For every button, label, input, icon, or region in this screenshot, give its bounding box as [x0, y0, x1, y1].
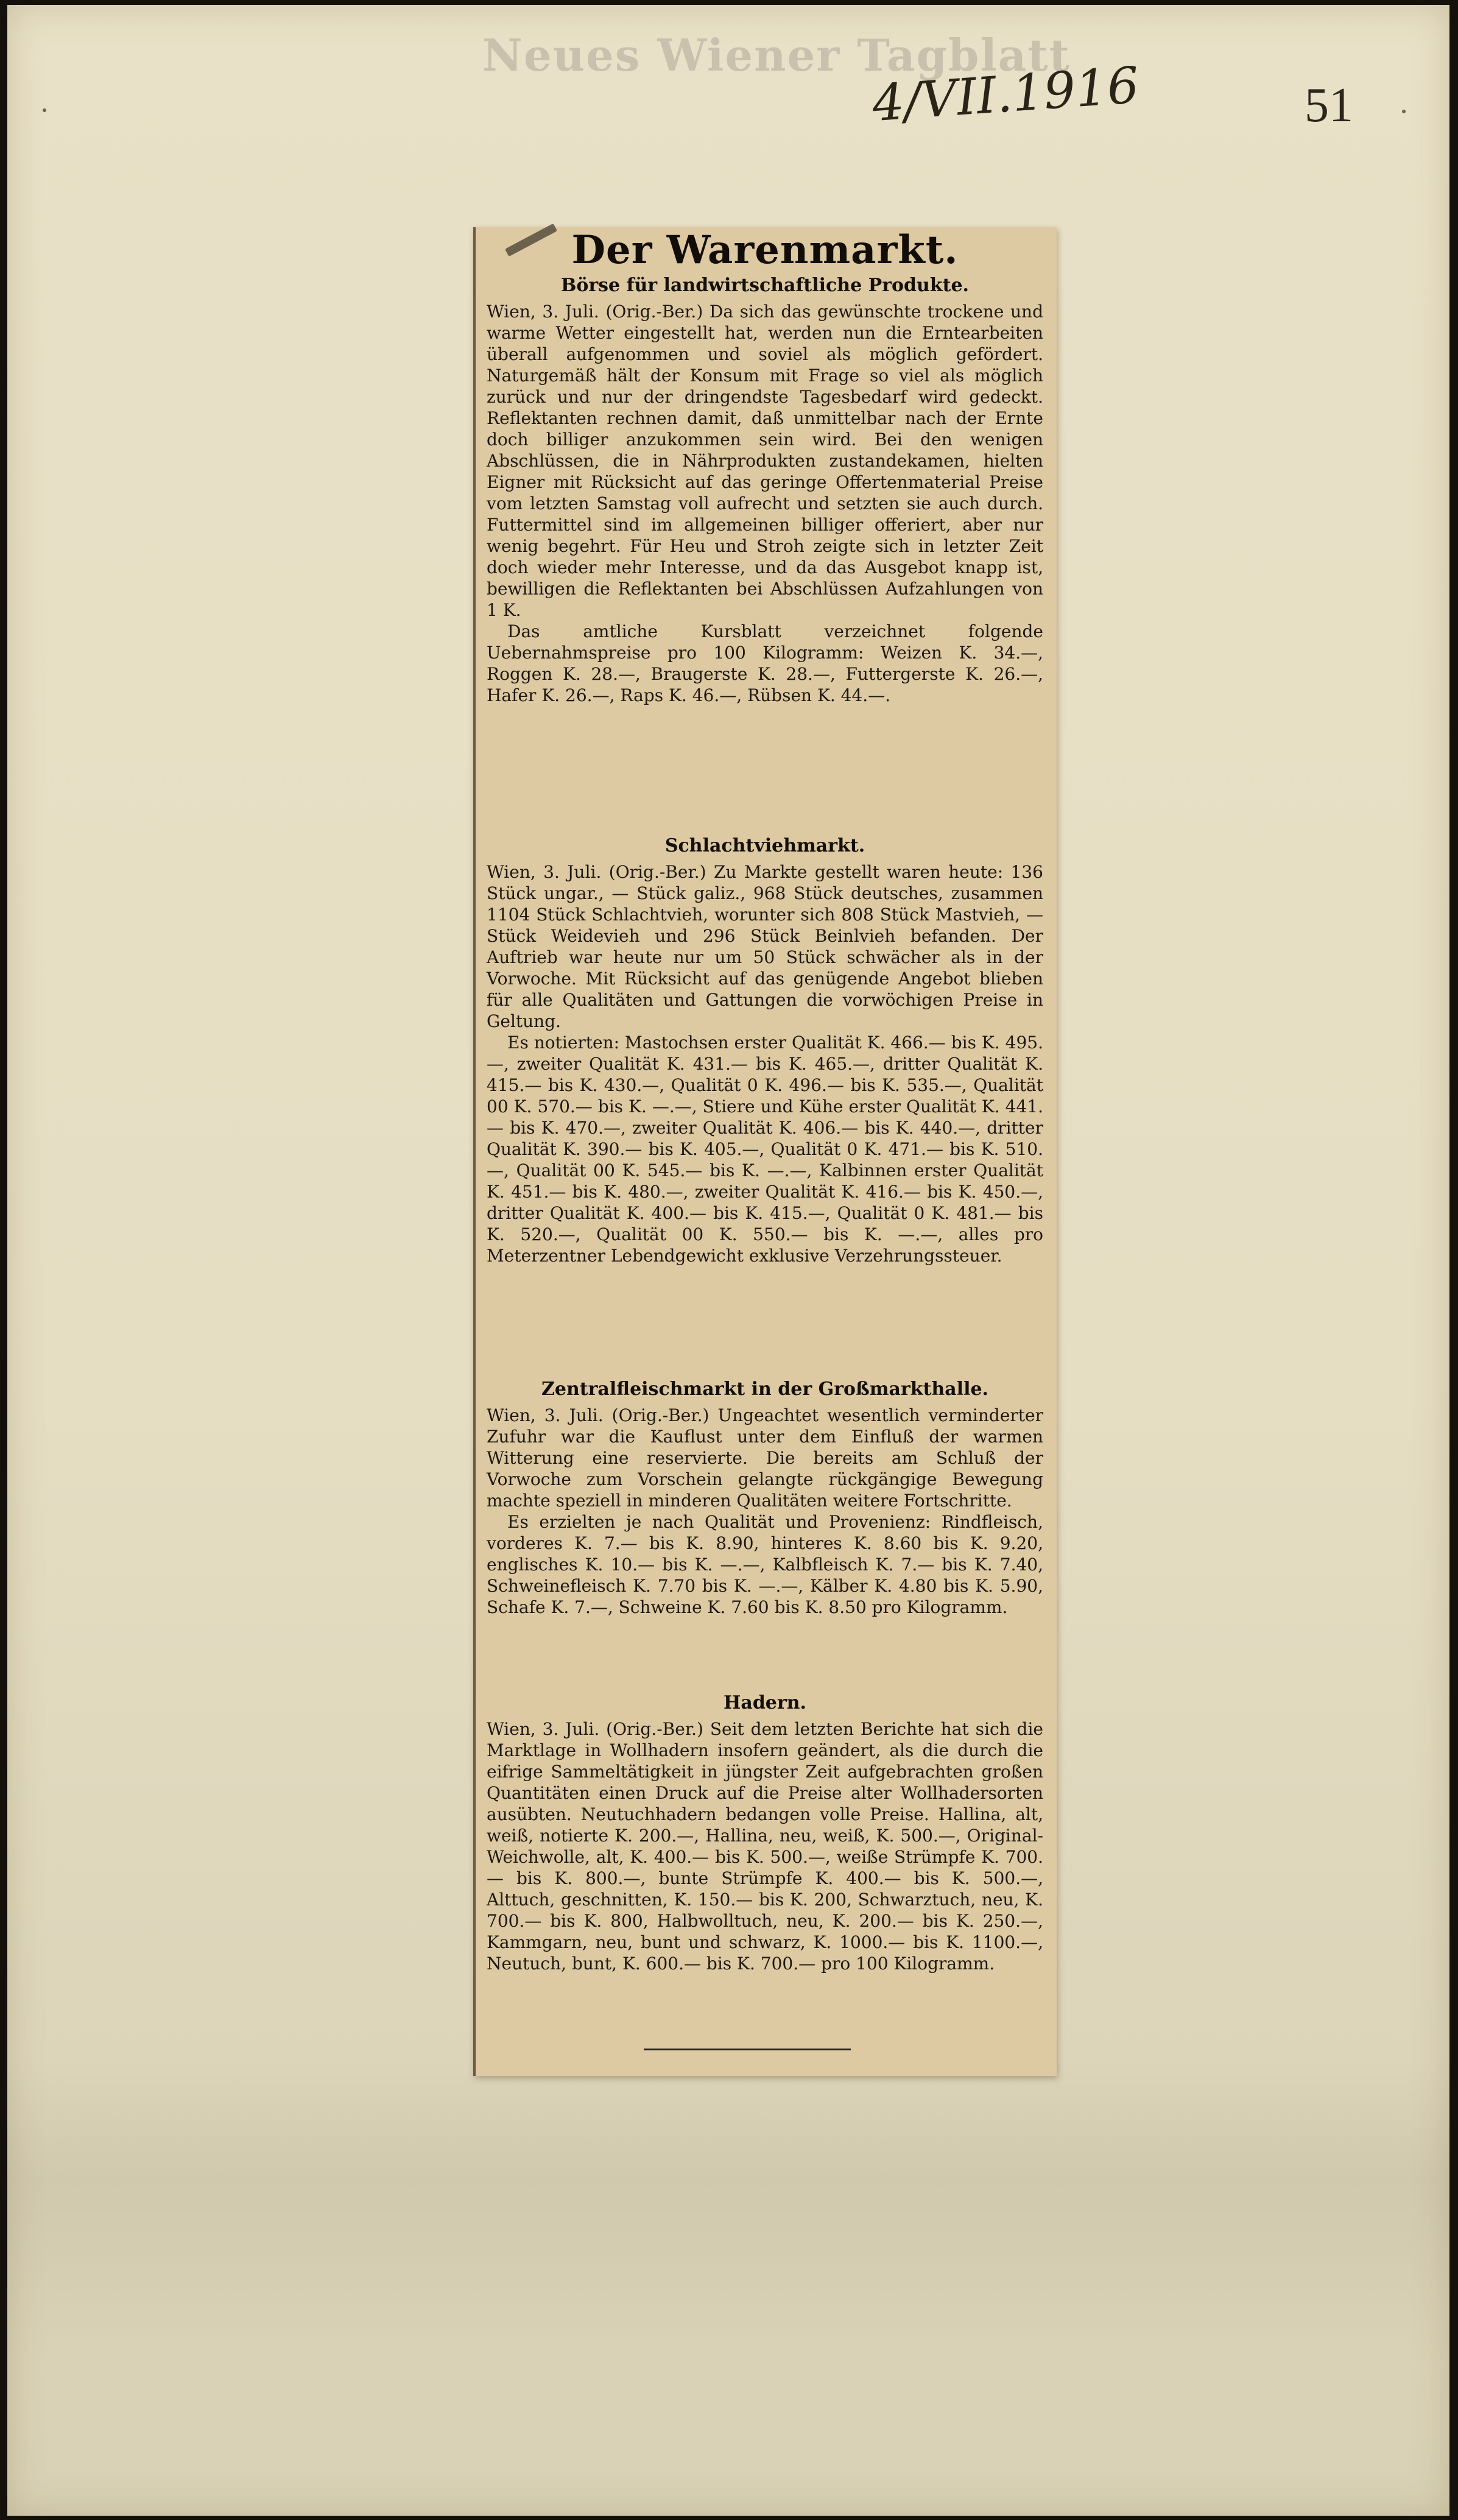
paper-fold-shadow: [7, 2058, 1449, 2362]
section-paragraph: Wien, 3. Juli. (Orig.-Ber.) Da sich das gewünschte trockene und warme Wetter eingestellt hat, werden nun die Erntearbeiten überall aufgenommen und soviel als möglich gefördert. Naturgemäß hält der Konsum mit Frage so viel als möglich zurück und nur der dringendste Tagesbedarf wird gedeckt. Reflektanten rechnen damit, daß unmittelbar nach der Ernte doch billiger anzukommen sein wird. Bei den wenigen Abschlüssen, die in Nährprodukten zustandekamen, hielten Eigner mit Rücksicht auf das geringe Offertenmaterial Preise vom letzten Samstag voll aufrecht und setzten sie auch durch. Futtermittel sind im allgemeinen billiger offeriert, aber nur wenig begehrt. Für Heu und Stroh zeigte sich in letzter Zeit doch wieder mehr Interesse, und da das Ausgebot knapp ist, bewilligen die Reflektanten bei Abschlüssen Aufzahlungen von 1 K.: [487, 302, 1043, 620]
section-title: Zentralfleischmarkt in der Großmarkthalle.: [541, 1378, 989, 1400]
section-boerse: [487, 275, 1043, 706]
paper-speck: [43, 108, 46, 112]
section-paragraph: Wien, 3. Juli. (Orig.-Ber.) Zu Markte gestellt waren heute: 136 Stück ungar., — Stück galiz., 968 Stück deutsches, zusammen 1104 Stück Schlachtvieh, worunter sich 808 Stück Mastvieh, — Stück Weidevieh und 296 Stück Beinlvieh befanden. Der Auftrieb war heute nur um 50 Stück schwächer als in der Vorwoche. Mit Rücksicht auf das genügende Angebot blieben für alle Qualitäten und Gattungen die vorwöchigen Preise in Geltung.: [487, 862, 1043, 1031]
section-paragraph: Wien, 3. Juli. (Orig.-Ber.) Seit dem letzten Berichte hat sich die Marktlage in Wollhadern insofern geändert, als die durch die eifrige Sammeltätigkeit in jüngster Zeit aufgebrachten großen Quantitäten einen Druck auf die Preise alter Wollhadersorten ausübten. Neutuchhadern bedangen volle Preise. Hallina, alt, weiß, notierte K. 200.—, Hallina, neu, weiß, K. 500.—, Original-Weichwolle, alt, K. 400.— bis K. 500.—, weiße Strümpfe K. 700.— bis K. 800.—, bunte Strümpfe K. 400.— bis K. 500.—, Alttuch, geschnitten, K. 150.— bis K. 200, Schwarztuch, neu, K. 700.— bis K. 800, Halbwolltuch, neu, K. 200.— bis K. 250.—, Kammgarn, neu, bunt und schwarz, K. 1000.— bis K. 1100.—, Neutuch, bunt, K. 600.— bis K. 700.— pro 100 Kilogramm.: [487, 1719, 1043, 1974]
section-hadern: [487, 1692, 1043, 1974]
end-rule: [644, 2049, 851, 2050]
section-zentralfleischmarkt: [487, 1378, 1043, 1618]
headline-block: [487, 227, 1043, 276]
section-paragraph: Es erzielten je nach Qualität und Provenienz: Rindfleisch, vorderes K. 7.— bis K. 8.90, hinteres K. 8.60 bis K. 9.20, englisches K. 10.— bis K. —.—, Kalbfleisch K. 7.— bis K. 7.40, Schweinefleisch K. 7.70 bis K. —.—, Kälber K. 4.80 bis K. 5.90, Schafe K. 7.—, Schweine K. 7.60 bis K. 8.50 pro Kilogramm.: [487, 1512, 1043, 1617]
section-title: Börse für landwirtschaftliche Produkte.: [561, 275, 969, 296]
article-headline: Der Warenmarkt.: [571, 227, 959, 273]
page-number: 51: [1305, 79, 1353, 132]
section-paragraph: Wien, 3. Juli. (Orig.-Ber.) Ungeachtet wesentlich verminderter Zufuhr war die Kauflust unter dem Einfluß der warmen Witterung eine reservierte. Die bereits am Schluß der Vorwoche zum Vorschein gelangte rückgängige Bewegung machte speziell in minderen Qualitäten weitere Fortschritte.: [487, 1405, 1043, 1511]
paper-speck: [1402, 110, 1406, 113]
section-paragraph: Das amtliche Kursblatt verzeichnet folgende Uebernahmspreise pro 100 Kilogramm: Weizen K. 34.—, Roggen K. 28.—, Braugerste K. 28.—, Futtergerste K. 26.—, Hafer K. 26.—, Raps K. 46.—, Rübsen K. 44.—.: [487, 621, 1043, 705]
handwritten-date: 4/VII.1916: [870, 56, 1141, 133]
section-paragraph: Es notierten: Mastochsen erster Qualität K. 466.— bis K. 495.—, zweiter Qualität K. 431.— bis K. 465.—, dritter Qualität K. 415.— bis K. 430.—, Qualität 0 K. 496.— bis K. 535.—, Qualität 00 K. 570.— bis K. —.—, Stiere und Kühe erster Qualität K. 441.— bis K. 470.—, zweiter Qualität K. 406.— bis K. 440.—, dritter Qualität K. 390.— bis K. 405.—, Qualität 0 K. 471.— bis K. 510.—, Qualität 00 K. 545.— bis K. —.—, Kalbinnen erster Qualität K. 451.— bis K. 480.—, zweiter Qualität K. 416.— bis K. 450.—, dritter Qualität K. 400.— bis K. 415.—, Qualität 0 K. 481.— bis K. 520.—, Qualität 00 K. 550.— bis K. —.—, alles pro Meterzentner Lebendgewicht exklusive Verzehrungssteuer.: [487, 1032, 1043, 1266]
archive-sheet: [7, 5, 1449, 2516]
section-title: Hadern.: [724, 1692, 806, 1714]
section-title: Schlachtviehmarkt.: [664, 835, 865, 856]
newspaper-clipping: [473, 227, 1057, 2076]
newspaper-stamp: Neues Wiener Tagblatt: [482, 29, 1071, 81]
section-schlachtvieh: [487, 835, 1043, 1266]
